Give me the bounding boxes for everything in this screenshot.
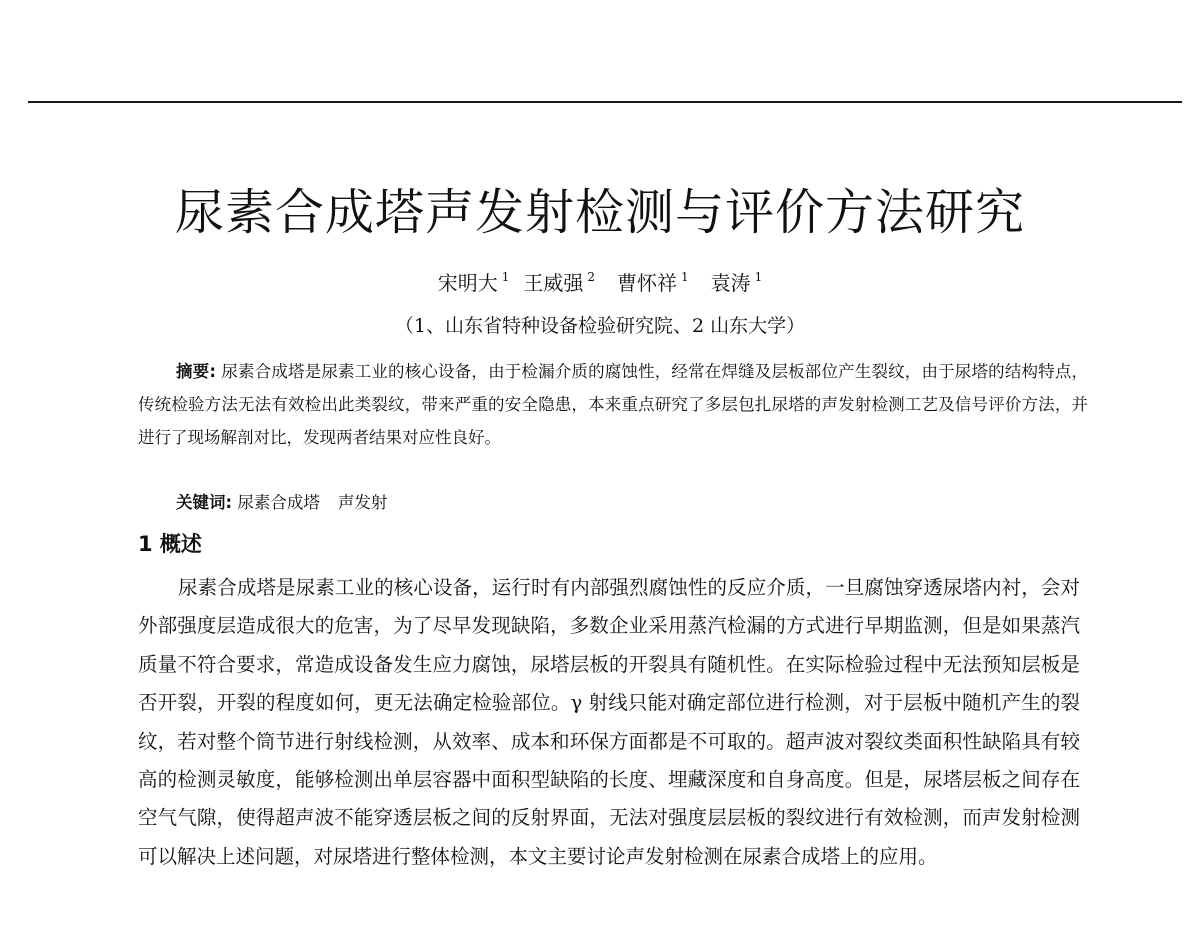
abstract-text: 尿素合成塔是尿素工业的核心设备，由于检漏介质的腐蚀性，经常在焊缝及层板部位产生裂纹，由于尿塔的结构特点，传统检验方法无法有效检出此类裂纹，带来严重的安全隐患，本来重点研究了多层包扎尿塔的声发射检测工艺及信号评价方法，并进行了现场解剖对比，发现两者结果对应性良好。 bbox=[138, 362, 1088, 447]
author-name: 王威强 bbox=[523, 271, 584, 295]
affiliation-mark: 1 bbox=[754, 270, 763, 284]
keywords bbox=[176, 488, 387, 518]
affiliation-mark: 1 bbox=[501, 270, 510, 284]
affiliation-mark: 1 bbox=[681, 270, 689, 284]
keyword: 尿素合成塔 bbox=[237, 493, 320, 512]
header-rule bbox=[28, 101, 1182, 103]
keyword: 声发射 bbox=[337, 493, 388, 512]
affiliation-mark: 2 bbox=[587, 270, 595, 284]
author-name: 袁涛 bbox=[710, 271, 751, 295]
abstract-label: 摘要: bbox=[176, 362, 216, 381]
author bbox=[711, 262, 763, 298]
affiliation-line: （1、山东省特种设备检验研究院、2 山东大学） bbox=[394, 315, 806, 337]
author-name: 宋明大 bbox=[437, 271, 498, 295]
author-name: 曹怀祥 bbox=[617, 271, 677, 295]
author bbox=[523, 262, 595, 298]
author bbox=[617, 262, 689, 298]
paper-title: 尿素合成塔声发射检测与评价方法研究 bbox=[174, 184, 1025, 241]
section-heading: 1 概述 bbox=[138, 532, 202, 556]
author-list bbox=[0, 262, 1200, 298]
keywords-label: 关键词: bbox=[176, 493, 233, 512]
abstract bbox=[138, 355, 1088, 454]
author bbox=[438, 262, 510, 298]
body-paragraph: 尿素合成塔是尿素工业的核心设备，运行时有内部强烈腐蚀性的反应介质，一旦腐蚀穿透尿塔内衬，会对外部强度层造成很大的危害，为了尽早发现缺陷，多数企业采用蒸汽检漏的方式进行早期监测，但是如果蒸汽质量不符合要求，常造成设备发生应力腐蚀，尿塔层板的开裂具有随机性。在实际检验过程中无法预知层板是否开裂，开裂的程度如何，更无法确定检验部位。γ 射线只能对确定部位进行检测，对于层板中随机产生的裂纹，若对整个筒节进行射线检测，从效率、成本和环保方面都是不可取的。超声波对裂纹类面积性缺陷具有较高的检测灵敏度，能够检测出单层容器中面积型缺陷的长度、埋藏深度和自身高度。但是，尿塔层板之间存在空气气隙，使得超声波不能穿透层板之间的反射界面，无法对强度层层板的裂纹进行有效检测，而声发射检测可以解决上述问题，对尿塔进行整体检测，本文主要讨论声发射检测在尿素合成塔上的应用。 bbox=[138, 576, 1080, 868]
